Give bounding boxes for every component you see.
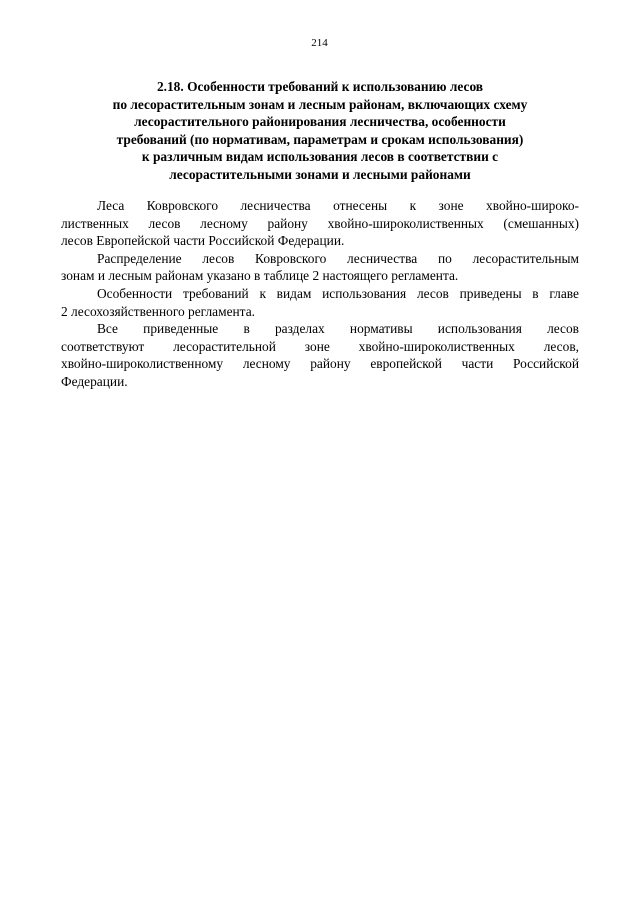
heading-line: к различным видам использования лесов в соответствии с <box>141 149 499 165</box>
heading-line: 2.18. Особенности требований к использованию лесов <box>156 79 484 94</box>
text-line: Леса Ковровского лесничества отнесены к зоне хвойно-широко- <box>97 198 579 213</box>
text-line: зонам и лесным районам указано в таблице 2 настоящего регламента. <box>61 268 459 284</box>
heading-line: лесорастительного районирования лесничества, особенности <box>134 114 506 130</box>
text-line: Особенности требований к видам использования лесов приведены в главе <box>97 285 579 301</box>
text-line: Все приведенные в разделах нормативы использования лесов <box>97 321 579 337</box>
text-line: хвойно-широколиственному лесному району европейской части Российской <box>61 356 579 372</box>
text-line: лесов Европейской части Российской Федерации. <box>61 233 345 249</box>
paragraph <box>61 320 579 390</box>
paragraph <box>61 250 579 285</box>
text-line: Распределение лесов Ковровского лесничества по лесорастительным <box>97 250 579 266</box>
page-number: 214 <box>311 37 328 49</box>
section-heading <box>60 78 580 184</box>
heading-line: по лесорастительным зонам и лесным районам, включающих схему <box>112 96 528 112</box>
text-line: Федерации. <box>61 373 128 389</box>
paragraph <box>61 197 579 250</box>
heading-line: требований (по нормативам, параметрам и срокам использования) <box>116 131 524 147</box>
body-text <box>61 197 579 391</box>
text-line: 2 лесохозяйственного регламента. <box>61 303 255 319</box>
paragraph <box>61 285 579 320</box>
text-line: лиственных лесов лесному району хвойно-широколиственных (смешанных) <box>61 215 579 231</box>
heading-line: лесорастительными зонами и лесными районами <box>169 166 471 182</box>
text-line: соответствуют лесорастительной зоне хвойно-широколиственных лесов, <box>61 338 579 354</box>
